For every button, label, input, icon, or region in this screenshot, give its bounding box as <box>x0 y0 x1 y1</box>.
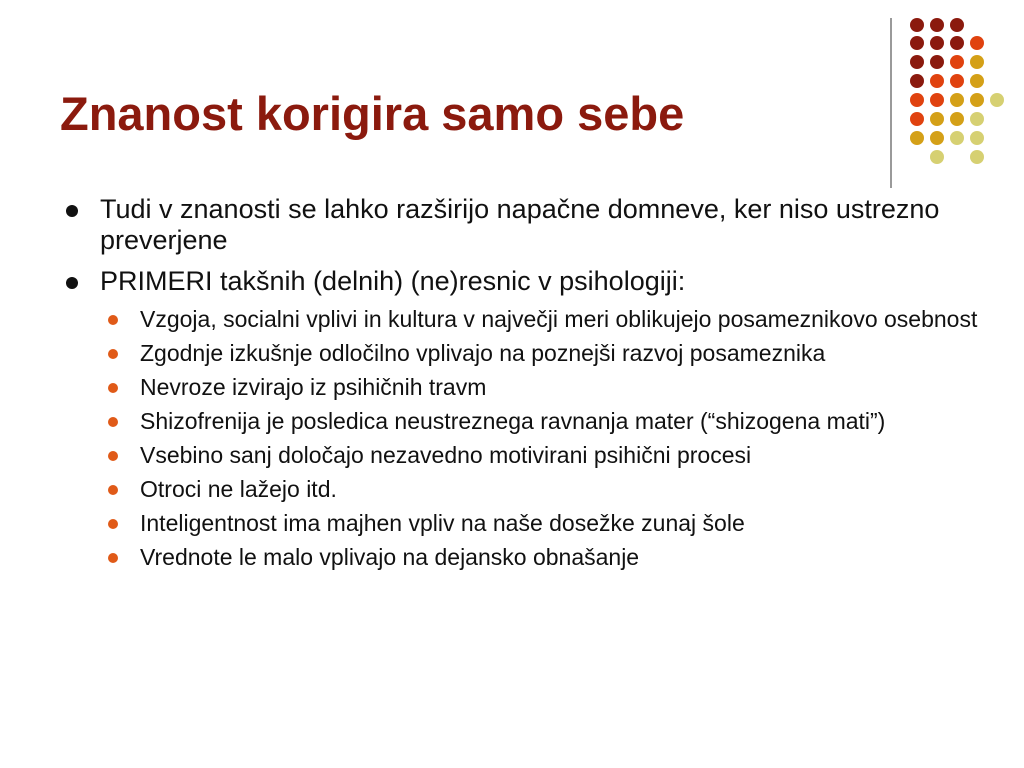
sub-bullet-item <box>100 339 992 367</box>
decor-dot <box>910 131 924 145</box>
sub-bullet-item <box>100 543 992 571</box>
decorative-dot-grid <box>902 10 1012 170</box>
sub-bullet-dot-icon <box>108 519 118 529</box>
decor-dot <box>910 18 924 32</box>
decor-dot <box>970 131 984 145</box>
decor-dot <box>950 131 964 145</box>
sub-bullet-text: Zgodnje izkušnje odločilno vplivajo na poznejši razvoj posameznika <box>140 340 826 366</box>
decor-dot <box>970 55 984 69</box>
decor-dot <box>930 131 944 145</box>
decor-dot <box>930 93 944 107</box>
bullet-text: PRIMERI takšnih (delnih) (ne)resnic v psihologiji: <box>100 266 686 296</box>
decor-dot <box>910 112 924 126</box>
slide-title: Znanost korigira samo sebe <box>60 87 685 140</box>
sub-bullet-text: Vrednote le malo vplivajo na dejansko obnašanje <box>140 544 640 570</box>
sub-bullet-item <box>100 441 992 469</box>
decor-dot <box>950 112 964 126</box>
bullet-item <box>62 266 992 571</box>
bullet-item <box>62 194 992 256</box>
decor-dot <box>970 74 984 88</box>
bullet-dot-icon <box>66 205 78 217</box>
bullet-list <box>62 194 992 577</box>
sub-bullet-text: Shizofrenija je posledica neustreznega ravnanja mater (“shizogena mati”) <box>140 408 886 434</box>
decor-dot <box>930 18 944 32</box>
bullet-dot-icon <box>66 277 78 289</box>
decor-dot <box>970 150 984 164</box>
decor-dot <box>970 36 984 50</box>
decor-dot <box>930 74 944 88</box>
decor-dot <box>970 93 984 107</box>
divider-line <box>890 18 892 188</box>
sub-bullet-dot-icon <box>108 349 118 359</box>
decor-dot <box>950 93 964 107</box>
decor-dot <box>930 55 944 69</box>
sub-bullet-dot-icon <box>108 417 118 427</box>
decor-dot <box>950 74 964 88</box>
decor-dot <box>930 36 944 50</box>
sub-bullet-item <box>100 373 992 401</box>
sub-bullet-dot-icon <box>108 383 118 393</box>
decor-dot <box>930 150 944 164</box>
decor-dot <box>990 93 1004 107</box>
sub-bullet-dot-icon <box>108 315 118 325</box>
sub-bullet-item <box>100 475 992 503</box>
decor-dot <box>910 36 924 50</box>
sub-bullet-dot-icon <box>108 451 118 461</box>
decor-dot <box>910 55 924 69</box>
sub-bullet-text: Vsebino sanj določajo nezavedno motivirani psihični procesi <box>140 442 752 468</box>
decor-dot <box>950 18 964 32</box>
decor-dot <box>970 112 984 126</box>
sub-bullet-text: Inteligentnost ima majhen vpliv na naše dosežke zunaj šole <box>140 510 745 536</box>
sub-bullet-list <box>100 305 992 571</box>
decor-dot <box>910 93 924 107</box>
sub-bullet-text: Vzgoja, socialni vplivi in kultura v največji meri oblikujejo posameznikovo osebnost <box>140 306 978 332</box>
sub-bullet-text: Otroci ne lažejo itd. <box>140 476 337 502</box>
sub-bullet-item <box>100 305 992 333</box>
decor-dot <box>910 74 924 88</box>
decor-dot <box>950 55 964 69</box>
decor-dot <box>950 36 964 50</box>
sub-bullet-dot-icon <box>108 553 118 563</box>
sub-bullet-item <box>100 407 992 435</box>
decor-dot <box>930 112 944 126</box>
sub-bullet-dot-icon <box>108 485 118 495</box>
sub-bullet-text: Nevroze izvirajo iz psihičnih travm <box>140 374 487 400</box>
bullet-text: Tudi v znanosti se lahko razširijo napačne domneve, ker niso ustrezno preverjene <box>100 194 940 255</box>
sub-bullet-item <box>100 509 992 537</box>
